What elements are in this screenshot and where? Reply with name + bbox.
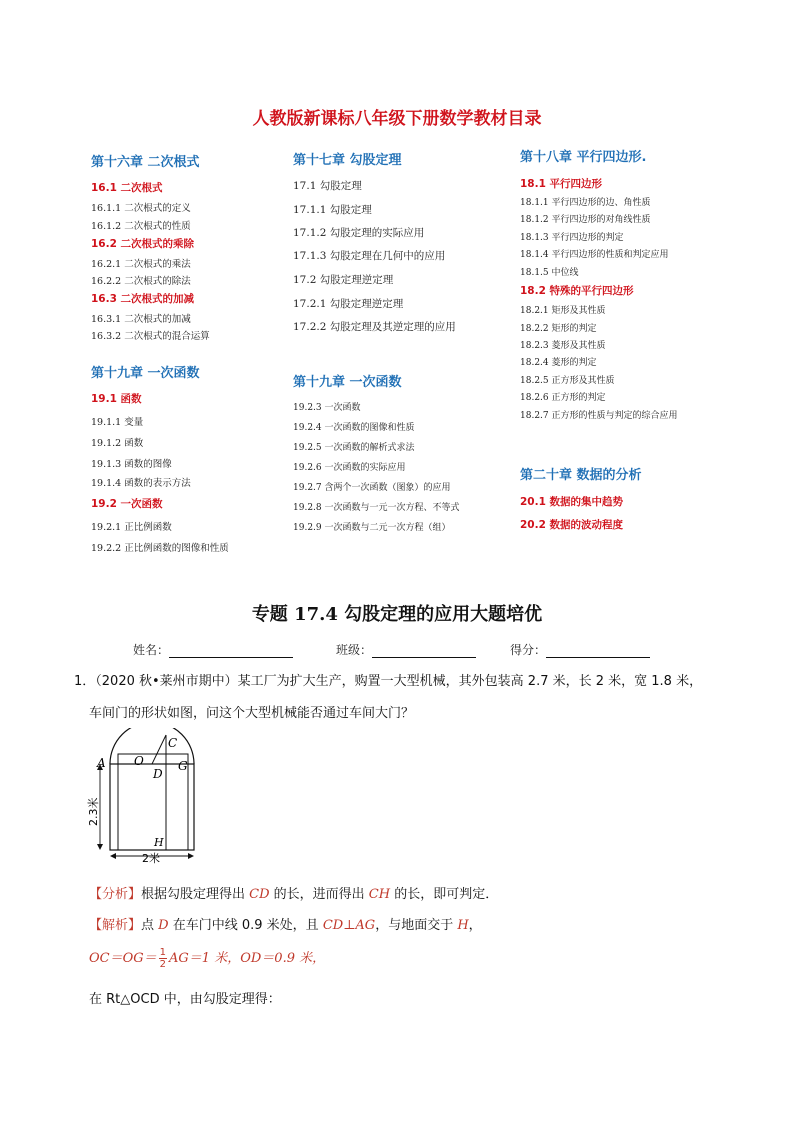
toc-item: 18.2.1 矩形及其性质 bbox=[520, 306, 606, 316]
section-heading: 19.2 一次函数 bbox=[91, 498, 163, 510]
class-blank[interactable] bbox=[372, 645, 476, 658]
score-label: 得分： bbox=[510, 643, 547, 657]
toc-item: 19.2.6 一次函数的实际应用 bbox=[293, 463, 406, 473]
question-line-1 bbox=[74, 670, 702, 689]
question-number: 1． bbox=[74, 674, 96, 689]
label-d: D bbox=[153, 767, 163, 781]
label-c: C bbox=[168, 736, 178, 750]
solution-text: 在车门中线 0.9 米处，且 bbox=[168, 918, 323, 933]
toc-item: 19.1.1 变量 bbox=[91, 417, 144, 428]
section-heading: 20.2 数据的波动程度 bbox=[520, 519, 624, 531]
solution-equation bbox=[89, 947, 325, 970]
analysis-line bbox=[89, 883, 498, 902]
solution-line-1 bbox=[89, 914, 482, 933]
label-h: H bbox=[154, 836, 164, 849]
solution-label: 【解析】 bbox=[89, 918, 142, 933]
name-blank[interactable] bbox=[169, 645, 293, 658]
chapter-heading: 第十六章 二次根式 bbox=[91, 155, 200, 170]
equation-mid: AG＝1 米， bbox=[169, 951, 241, 966]
analysis-text: 的长，进而得出 bbox=[269, 887, 369, 902]
equation-left: OC＝OG＝ bbox=[89, 951, 157, 966]
toc-item: 18.1.2 平行四边形的对角线性质 bbox=[520, 215, 651, 225]
fraction-numerator: 1 bbox=[159, 947, 167, 958]
toc-item: 18.2.2 矩形的判定 bbox=[520, 324, 597, 334]
toc-item: 19.2.2 正比例函数的图像和性质 bbox=[91, 543, 229, 554]
toc-item: 19.2.3 一次函数 bbox=[293, 403, 361, 413]
toc-title: 人教版新课标八年级下册数学教材目录 bbox=[252, 109, 542, 129]
var-ch: CH bbox=[368, 887, 391, 902]
toc-item: 19.1.3 函数的图像 bbox=[91, 459, 172, 470]
toc-item: 19.2.5 一次函数的解析式求法 bbox=[293, 443, 415, 453]
section-heading: 18.1 平行四边形 bbox=[520, 178, 603, 190]
chapter-heading: 第十七章 勾股定理 bbox=[293, 153, 402, 168]
section-heading: 18.2 特殊的平行四边形 bbox=[520, 285, 634, 297]
section-heading: 16.3 二次根式的加减 bbox=[91, 293, 195, 305]
chapter-heading: 第十九章 一次函数 bbox=[293, 375, 402, 390]
arrow-left-icon bbox=[110, 853, 116, 859]
equation-right: OD＝0.9 米， bbox=[240, 951, 326, 966]
name-field bbox=[133, 641, 293, 658]
label-g: G bbox=[178, 759, 188, 773]
section-heading: 16.1 二次根式 bbox=[91, 182, 163, 194]
toc-item: 16.2.2 二次根式的除法 bbox=[91, 276, 191, 287]
toc-item: 17.2.2 勾股定理及其逆定理的应用 bbox=[293, 321, 456, 333]
door-rect bbox=[110, 764, 194, 850]
toc-item: 19.2.8 一次函数与一元一次方程、不等式 bbox=[293, 503, 460, 513]
analysis-text: 根据勾股定理得出 bbox=[141, 887, 250, 902]
var-cd-ag: CD⊥AG bbox=[322, 918, 376, 933]
score-blank[interactable] bbox=[546, 645, 650, 658]
toc-item: 17.2 勾股定理逆定理 bbox=[293, 274, 394, 286]
door-figure bbox=[86, 728, 206, 868]
toc-item: 19.2.9 一次函数与二元一次方程（组） bbox=[293, 523, 451, 533]
class-field bbox=[336, 641, 476, 658]
topic-title: 专题 17.4 勾股定理的应用大题培优 bbox=[251, 604, 543, 625]
score-field bbox=[510, 641, 650, 658]
arrow-right-icon bbox=[188, 853, 194, 859]
toc-item: 18.1.1 平行四边形的边、角性质 bbox=[520, 198, 651, 208]
analysis-text: 的长，即可判定． bbox=[390, 887, 499, 902]
section-heading: 16.2 二次根式的乘除 bbox=[91, 238, 195, 250]
var-h: H bbox=[457, 918, 469, 933]
height-label: 2.3米 bbox=[87, 797, 100, 826]
question-text: （2020 秋•莱州市期中）某工厂为扩大生产，购置一大型机械，其外包装高 2.7 米，长 2 米，宽 1.8 米， bbox=[95, 674, 703, 689]
label-o: O bbox=[134, 754, 144, 768]
name-label: 姓名： bbox=[133, 643, 170, 657]
toc-item: 19.1.2 函数 bbox=[91, 438, 144, 449]
toc-item: 16.2.1 二次根式的乘法 bbox=[91, 259, 191, 270]
toc-item: 18.1.4 平行四边形的性质和判定应用 bbox=[520, 250, 669, 260]
arrow-down-icon bbox=[97, 844, 103, 850]
var-d: D bbox=[158, 918, 169, 933]
fraction bbox=[159, 947, 167, 970]
question-line-2: 车间门的形状如图，问这个大型机械能否通过车间大门？ bbox=[89, 706, 415, 721]
chapter-heading: 第十八章 平行四边形. bbox=[520, 150, 647, 165]
analysis-label: 【分析】 bbox=[89, 887, 142, 902]
section-heading: 20.1 数据的集中趋势 bbox=[520, 496, 624, 508]
class-label: 班级： bbox=[336, 643, 373, 657]
var-cd: CD bbox=[249, 887, 270, 902]
toc-item: 16.1.1 二次根式的定义 bbox=[91, 203, 191, 214]
label-a: A bbox=[97, 756, 106, 770]
toc-item: 19.2.1 正比例函数 bbox=[91, 522, 172, 533]
toc-item: 16.3.2 二次根式的混合运算 bbox=[91, 331, 210, 342]
solution-line-3: 在 Rt△OCD 中，由勾股定理得： bbox=[89, 992, 281, 1007]
toc-item: 17.2.1 勾股定理逆定理 bbox=[293, 298, 404, 310]
toc-item: 17.1.1 勾股定理 bbox=[293, 204, 372, 216]
fraction-denominator: 2 bbox=[159, 959, 167, 970]
solution-text: 点 bbox=[141, 918, 159, 933]
toc-item: 18.1.5 中位线 bbox=[520, 268, 579, 278]
radius-line bbox=[152, 735, 166, 764]
width-label: 2米 bbox=[142, 852, 160, 865]
toc-item: 18.2.6 正方形的判定 bbox=[520, 393, 606, 403]
toc-item: 18.1.3 平行四边形的判定 bbox=[520, 233, 624, 243]
section-heading: 19.1 函数 bbox=[91, 393, 142, 405]
toc-item: 17.1.2 勾股定理的实际应用 bbox=[293, 227, 425, 239]
toc-item: 19.1.4 函数的表示方法 bbox=[91, 478, 191, 489]
toc-item: 17.1 勾股定理 bbox=[293, 180, 362, 192]
toc-item: 19.2.4 一次函数的图像和性质 bbox=[293, 423, 415, 433]
toc-item: 16.1.2 二次根式的性质 bbox=[91, 221, 191, 232]
toc-item: 19.2.7 含两个一次函数（图象）的应用 bbox=[293, 483, 451, 493]
solution-text: ，与地面交于 bbox=[375, 918, 458, 933]
toc-item: 16.3.1 二次根式的加减 bbox=[91, 314, 191, 325]
chapter-heading: 第十九章 一次函数 bbox=[91, 366, 200, 381]
toc-item: 18.2.5 正方形及其性质 bbox=[520, 376, 615, 386]
toc-item: 18.2.7 正方形的性质与判定的综合应用 bbox=[520, 411, 678, 421]
chapter-heading: 第二十章 数据的分析 bbox=[520, 468, 642, 483]
toc-item: 18.2.3 菱形及其性质 bbox=[520, 341, 606, 351]
solution-text: ， bbox=[468, 918, 482, 933]
toc-item: 17.1.3 勾股定理在几何中的应用 bbox=[293, 250, 446, 262]
toc-item: 18.2.4 菱形的判定 bbox=[520, 358, 597, 368]
